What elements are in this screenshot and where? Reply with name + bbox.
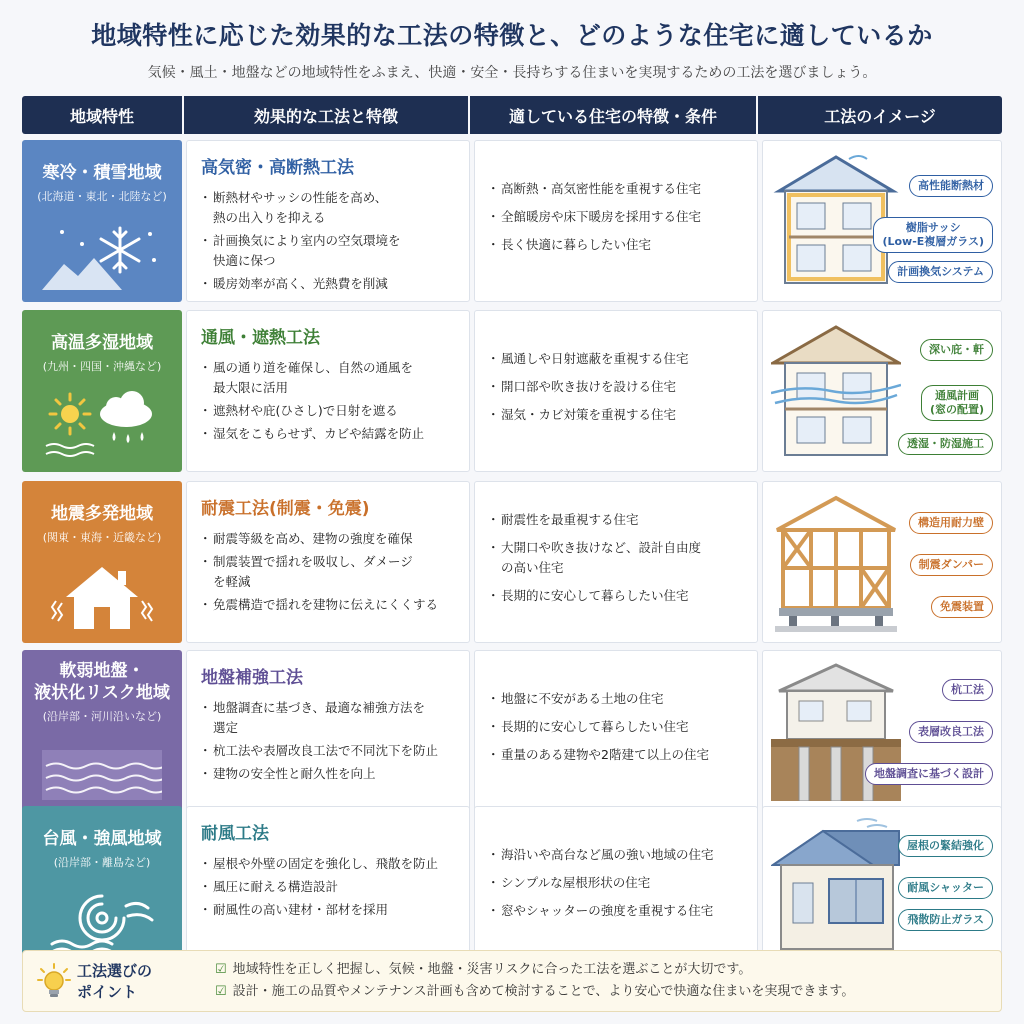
component-tag: 地盤調査に基づく設計 [865,763,993,785]
checkbox-icon: ☑ [215,962,227,977]
suitable-item: ・ 耐震性を最重視する住宅 [489,510,743,530]
component-tag: 制震ダンパー [910,554,993,576]
footer-title: 工法選びの ポイント [77,962,153,1001]
component-tag: 免震装置 [931,596,993,618]
suitable-item: ・ 全館暖房や床下暖房を採用する住宅 [489,207,743,227]
method-image-cell [762,310,1002,472]
region-examples: (沿岸部・離島など) [53,856,151,870]
component-tag: 通風計画 (窓の配置) [921,385,993,421]
table-row [22,481,1002,643]
component-tag: 樹脂サッシ (Low-E複層ガラス) [873,217,993,253]
feature-item: ・ 風圧に耐える構造設計 [201,877,457,897]
feature-item: ・ 湿気をこもらせず、カビや結露を防止 [201,424,457,444]
footer-point: ☑ 設計・施工の品質やメンテナンス計画も含めて検討することで、より安心で快適な住まいを実現できます。 [215,984,855,1000]
feature-item: ・ 断熱材やサッシの性能を高め、 熱の出入りを抑える [201,188,457,228]
region-name: 軟弱地盤・ 液状化リスク地域 [34,661,170,704]
table-row [22,650,1002,812]
region-cell [22,310,182,472]
component-tag: 飛散防止ガラス [898,909,993,931]
suitable-cell [474,650,758,812]
method-cell [186,806,470,968]
suitable-item: ・ 窓やシャッターの強度を重視する住宅 [489,901,743,921]
region-name: 寒冷・積雪地域 [42,163,162,183]
method-title: 高気密・高断熱工法 [201,158,354,178]
region-cell [22,481,182,643]
method-cell [186,481,470,643]
footer-points [22,950,1002,1012]
page-title: 地域特性に応じた効果的な工法の特徴と、どのような住宅に適しているか [91,21,933,50]
feature-item: ・ 耐震等級を高め、建物の強度を確保 [201,529,457,549]
component-tag: 高性能断熱材 [909,175,993,197]
region-examples: (沿岸部・河川沿いなど) [42,710,162,724]
feature-item: ・ 耐風性の高い建材・部材を採用 [201,900,457,920]
suitable-item: ・ 風通しや日射遮蔽を重視する住宅 [489,349,743,369]
suitable-cell [474,806,758,968]
region-cell [22,140,182,302]
suitable-item: ・ 長く快適に暮らしたい住宅 [489,235,743,255]
feature-item: ・ 暖房効率が高く、光熱費を削減 [201,274,457,294]
suitable-cell [474,310,758,472]
feature-item: ・ 建物の安全性と耐久性を向上 [201,764,457,784]
component-tag: 屋根の緊結強化 [898,835,993,857]
page-subtitle: 気候・風土・地盤などの地域特性をふまえ、快適・安全・長持ちする住まいを実現するための工法を選びましょう。 [147,65,877,81]
table-row [22,806,1002,968]
region-name: 高温多湿地域 [51,333,153,353]
method-title: 耐風工法 [201,824,269,844]
suitable-cell [474,481,758,643]
feature-item: ・ 風の通り道を確保し、自然の通風を 最大限に活用 [201,358,457,398]
component-tag: 杭工法 [942,679,993,701]
checkbox-icon: ☑ [215,984,227,1000]
feature-item: ・ 屋根や外壁の固定を強化し、飛散を防止 [201,854,457,874]
feature-item: ・ 免震構造で揺れを建物に伝えにくくする [201,595,457,615]
feature-item: ・ 地盤調査に基づき、最適な補強方法を 選定 [201,698,457,738]
method-image-cell [762,650,1002,812]
suitable-item: ・ 高断熱・高気密性能を重視する住宅 [489,179,743,199]
suitable-item: ・ 長期的に安心して暮らしたい住宅 [489,586,743,606]
header-suitable: 適している住宅の特徴・条件 [470,96,758,134]
table-row [22,140,1002,302]
component-tag: 表層改良工法 [909,721,993,743]
table-header [22,96,1002,134]
region-cell [22,806,182,968]
header-region: 地域特性 [22,96,184,134]
component-tag: 計画換気システム [888,261,993,283]
lightbulb-icon [37,963,71,1001]
method-cell [186,140,470,302]
region-examples: (北海道・東北・北陸など) [37,190,167,204]
method-image-cell [762,481,1002,643]
suitable-cell [474,140,758,302]
component-tag: 構造用耐力壁 [909,512,993,534]
method-cell [186,650,470,812]
header-method: 効果的な工法と特徴 [184,96,470,134]
table-row [22,310,1002,472]
component-tag: 耐風シャッター [898,877,993,899]
method-image-cell [762,140,1002,302]
method-image-cell [762,806,1002,968]
method-title: 通風・遮熱工法 [201,328,320,348]
feature-item: ・ 計画換気により室内の空気環境を 快適に保つ [201,231,457,271]
suitable-item: ・ 開口部や吹き抜けを設ける住宅 [489,377,743,397]
header-image: 工法のイメージ [824,106,936,126]
method-title: 地盤補強工法 [201,668,303,688]
suitable-item: ・ 海沿いや高台など風の強い地域の住宅 [489,845,743,865]
wind-resistant-house-illustration [771,817,901,957]
suitable-item: ・ 地盤に不安がある土地の住宅 [489,689,743,709]
method-title: 耐震工法(制震・免震) [201,499,370,519]
footer-point: ☑ 地域特性を正しく把握し、気候・地盤・災害リスクに合った工法を選ぶことが大切です。 [215,962,752,977]
region-cell [22,650,182,812]
component-tag: 透湿・防湿施工 [898,433,993,455]
region-name: 地震多発地域 [51,504,153,524]
feature-item: ・ 遮熱材や庇(ひさし)で日射を遮る [201,401,457,421]
region-examples: (九州・四国・沖縄など) [42,360,162,374]
region-examples: (関東・東海・近畿など) [42,531,162,545]
feature-item: ・ 杭工法や表層改良工法で不同沈下を防止 [201,741,457,761]
seismic-frame-illustration [771,492,901,632]
region-name: 台風・強風地域 [42,829,162,849]
suitable-item: ・ シンプルな屋根形状の住宅 [489,873,743,893]
suitable-item: ・ 大開口や吹き抜けなど、設計自由度 の高い住宅 [489,538,743,578]
feature-item: ・ 制震装置で揺れを吸収し、ダメージ を軽減 [201,552,457,592]
ventilated-house-illustration [771,321,901,461]
suitable-item: ・ 湿気・カビ対策を重視する住宅 [489,405,743,425]
suitable-item: ・ 長期的に安心して暮らしたい住宅 [489,717,743,737]
component-tag: 深い庇・軒 [920,339,993,361]
suitable-item: ・ 重量のある建物や2階建て以上の住宅 [489,745,743,765]
method-cell [186,310,470,472]
